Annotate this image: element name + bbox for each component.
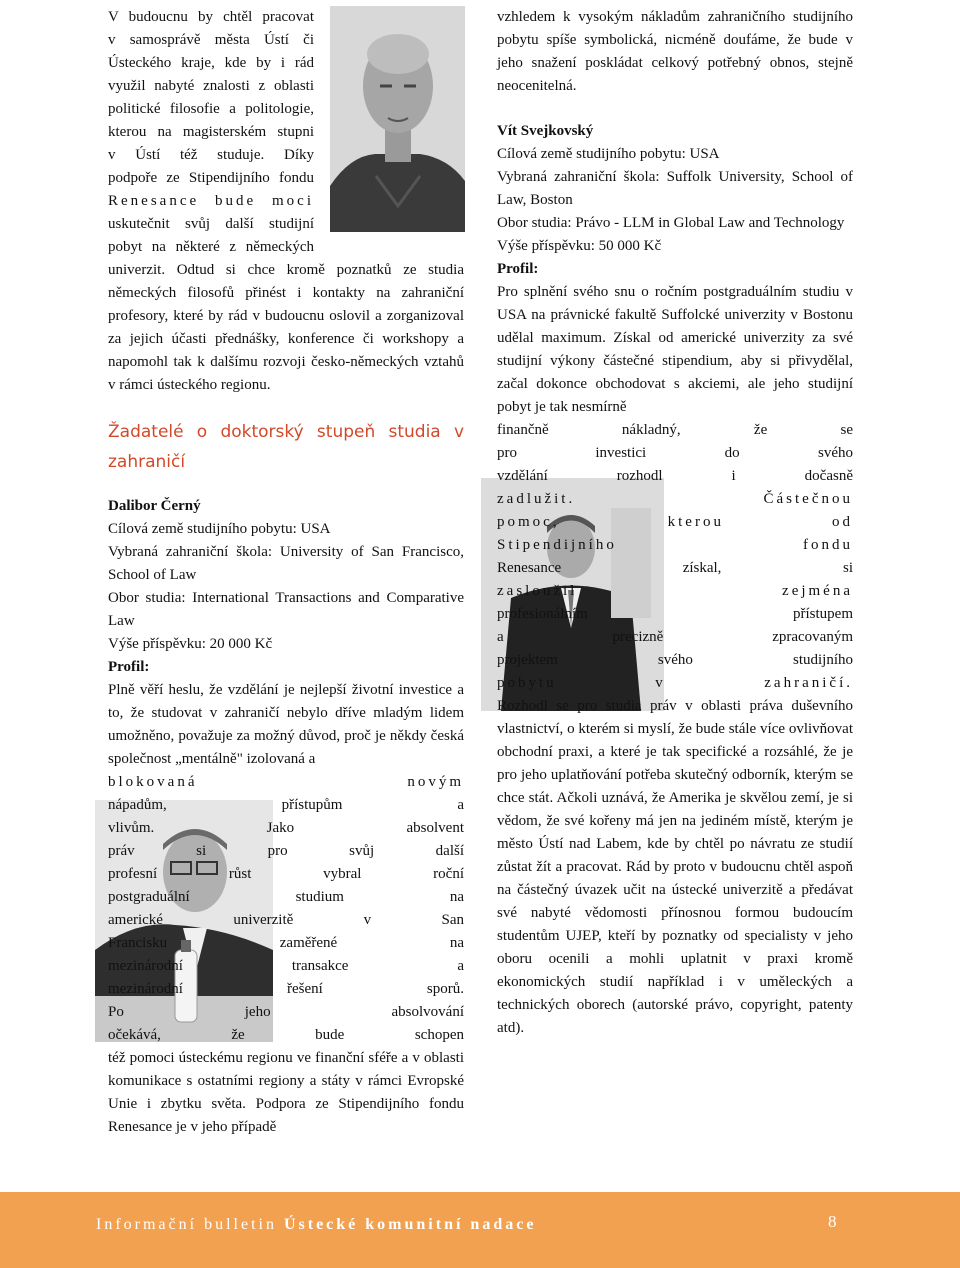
- wrapped-line: v Ústí též studuje. Díky: [108, 147, 314, 163]
- wrapped-line: pro investici do svého: [497, 445, 853, 461]
- wrapped-line: finančně nákladný, že se: [497, 422, 853, 438]
- wrapped-line: profesní růst vybral roční: [108, 866, 464, 882]
- profile-intro: Plně věří heslu, že vzdělání je nejlepší životní investice a to, že studovat v zahraničí nebylo dříve mladým lidem umožněno, považuje za možný důvod, proč je někdy česká společnost „mentálně" izolovaná a: [108, 682, 464, 767]
- footer-bar: [0, 1192, 960, 1268]
- profile-label: Profil:: [108, 659, 150, 675]
- person-country: Cílová země studijního pobytu: USA: [497, 146, 720, 162]
- wrapped-line: vzdělání rozhodl i dočasně: [497, 468, 853, 484]
- profile-rest: Rozhodl se pro studia práv v oblasti práva duševního vlastnictví, o kterém si myslí, že bude stále více ovlivňovat obchodní praxi, a které je tak specifické a rozsáhlé, že je pro jeho uplatňování potřeba skutečný odborník, kterým se chce stát. Ačkoli uznává, že Amerika je skvělou zemí, je si vědom, že své kořeny má jen na jediném místě, kterým je město Ústí nad Labem, kde by chtěl po návratu ze studií zůstat žít a pracovat. Rád by proto v budoucnu chtěl aspoň na částečný úvazek učit na ústecké univerzitě a předávat své nabyté vědomosti přínosnou formou budoucím studentům UJEP, kteří by poznatky od specialisty v jeho oboru ocenili a mohli uplatnit v praxi kromě ekonomických studií například i v uměleckých a technických oborech (autorské právo, copyright, patenty atd).: [497, 698, 853, 1036]
- wrapped-line: Renesance získal, si: [497, 560, 853, 576]
- wrapped-line: postgraduální studium na: [108, 889, 464, 905]
- intro-wrapped-lines: [108, 6, 464, 259]
- person-amount: Výše příspěvku: 50 000 Kč: [497, 238, 662, 254]
- wrapped-line: využil nabyté znalosti z oblasti: [108, 78, 314, 94]
- wrapped-line: Po jeho absolvování: [108, 1004, 464, 1020]
- wrapped-line: profesionálním přístupem: [497, 606, 853, 622]
- right-column: [497, 6, 853, 1040]
- section-heading: Žadatelé o doktorský stupeň studia v zahraničí: [108, 422, 464, 472]
- footer-title-bold: Ústecké komunitní nadace: [283, 1216, 537, 1233]
- wrapped-line: pobytu v zahraničí.: [497, 675, 853, 691]
- wrapped-line: práv si pro svůj další: [108, 843, 464, 859]
- profile-intro: Pro splnění svého snu o ročním postgraduálním studiu v USA na právnické fakultě Suffolcké univerzity v Bostonu udělal maximum. Získal od americké univerzity za své studijní výkony částečné stipendium, aby si přivydělal, začal dokonce obchodovat s akciemi, ale jeho studijní pobyt je tak nesmírně: [497, 284, 853, 415]
- wrapped-line: Renesance bude moci: [108, 193, 314, 209]
- page-number: 8: [828, 1212, 837, 1231]
- wrapped-line: V budoucnu by chtěl pracovat: [108, 9, 314, 25]
- footer-title-plain: Informační bulletin: [96, 1216, 277, 1233]
- wrapped-line: zadlužit. Částečnou: [497, 491, 853, 507]
- continuation-paragraph: vzhledem k vysokým nákladům zahraničního studijního pobytu spíše symbolická, nicméně doufáme, že bude v jeho snažení poskládat celkový potřebný obnos, stejně neocenitelná.: [497, 9, 853, 94]
- person-name: Vít Svejkovský: [497, 123, 594, 139]
- wrapped-line: zasloužil zejména: [497, 583, 853, 599]
- wrapped-line: v samosprávě města Ústí či: [108, 32, 314, 48]
- wrapped-line: uskutečnit svůj další studijní: [108, 216, 314, 232]
- person-school: Vybraná zahraniční škola: University of San Francisco, School of Law: [108, 544, 464, 583]
- profile-wrapped-lines: [108, 771, 464, 1047]
- profile-label: Profil:: [497, 261, 539, 277]
- profile-wrapped-lines: [497, 419, 853, 695]
- person-school: Vybraná zahraniční škola: Suffolk University, School of Law, Boston: [497, 169, 853, 208]
- wrapped-line: mezinárodní transakce a: [108, 958, 464, 974]
- footer-title: [96, 1216, 536, 1234]
- wrapped-line: blokovaná novým: [108, 774, 464, 790]
- wrapped-line: americké univerzitě v San: [108, 912, 464, 928]
- person-field: Obor studia: International Transactions and Comparative Law: [108, 590, 464, 629]
- person-name: Dalibor Černý: [108, 498, 201, 514]
- intro-paragraph: univerzit. Odtud si chce kromě poznatků ze studia německých filosofů přinést i kontakty na zahraniční profesory, které by rád v budoucnu oslovil a zorganizoval za jejich účasti přednášky, konference či workshopy a napomohl tak k dalšímu rozvoji česko-německých vztahů v rámci ústeckého regionu.: [108, 262, 464, 393]
- person-amount: Výše příspěvku: 20 000 Kč: [108, 636, 273, 652]
- wrapped-line: Francisku zaměřené na: [108, 935, 464, 951]
- wrapped-line: Ústeckého kraje, kde by i rád: [108, 55, 314, 71]
- wrapped-line: pomoc, kterou od: [497, 514, 853, 530]
- wrapped-line: podpoře ze Stipendijního fondu: [108, 170, 314, 186]
- wrapped-line: politické filosofie a politologie,: [108, 101, 314, 117]
- left-column: [108, 6, 464, 1139]
- person-country: Cílová země studijního pobytu: USA: [108, 521, 331, 537]
- wrapped-line: projektem svého studijního: [497, 652, 853, 668]
- profile-rest: též pomoci ústeckému regionu ve finanční sféře a v oblasti komunikace s ostatními regiony a státy v rámci Evropské Unie i zbytku světa. Podpora ze Stipendijního fondu Renesance je v jeho případě: [108, 1050, 464, 1135]
- wrapped-line: očekává, že bude schopen: [108, 1027, 464, 1043]
- wrapped-line: pobyt na některé z německých: [108, 239, 314, 255]
- wrapped-line: vlivům. Jako absolvent: [108, 820, 464, 836]
- person-field: Obor studia: Právo - LLM in Global Law and Technology: [497, 215, 845, 231]
- wrapped-line: Stipendijního fondu: [497, 537, 853, 553]
- wrapped-line: nápadům, přístupům a: [108, 797, 464, 813]
- wrapped-line: mezinárodní řešení sporů.: [108, 981, 464, 997]
- wrapped-line: a precizně zpracovaným: [497, 629, 853, 645]
- wrapped-line: kterou na magisterském stupni: [108, 124, 314, 140]
